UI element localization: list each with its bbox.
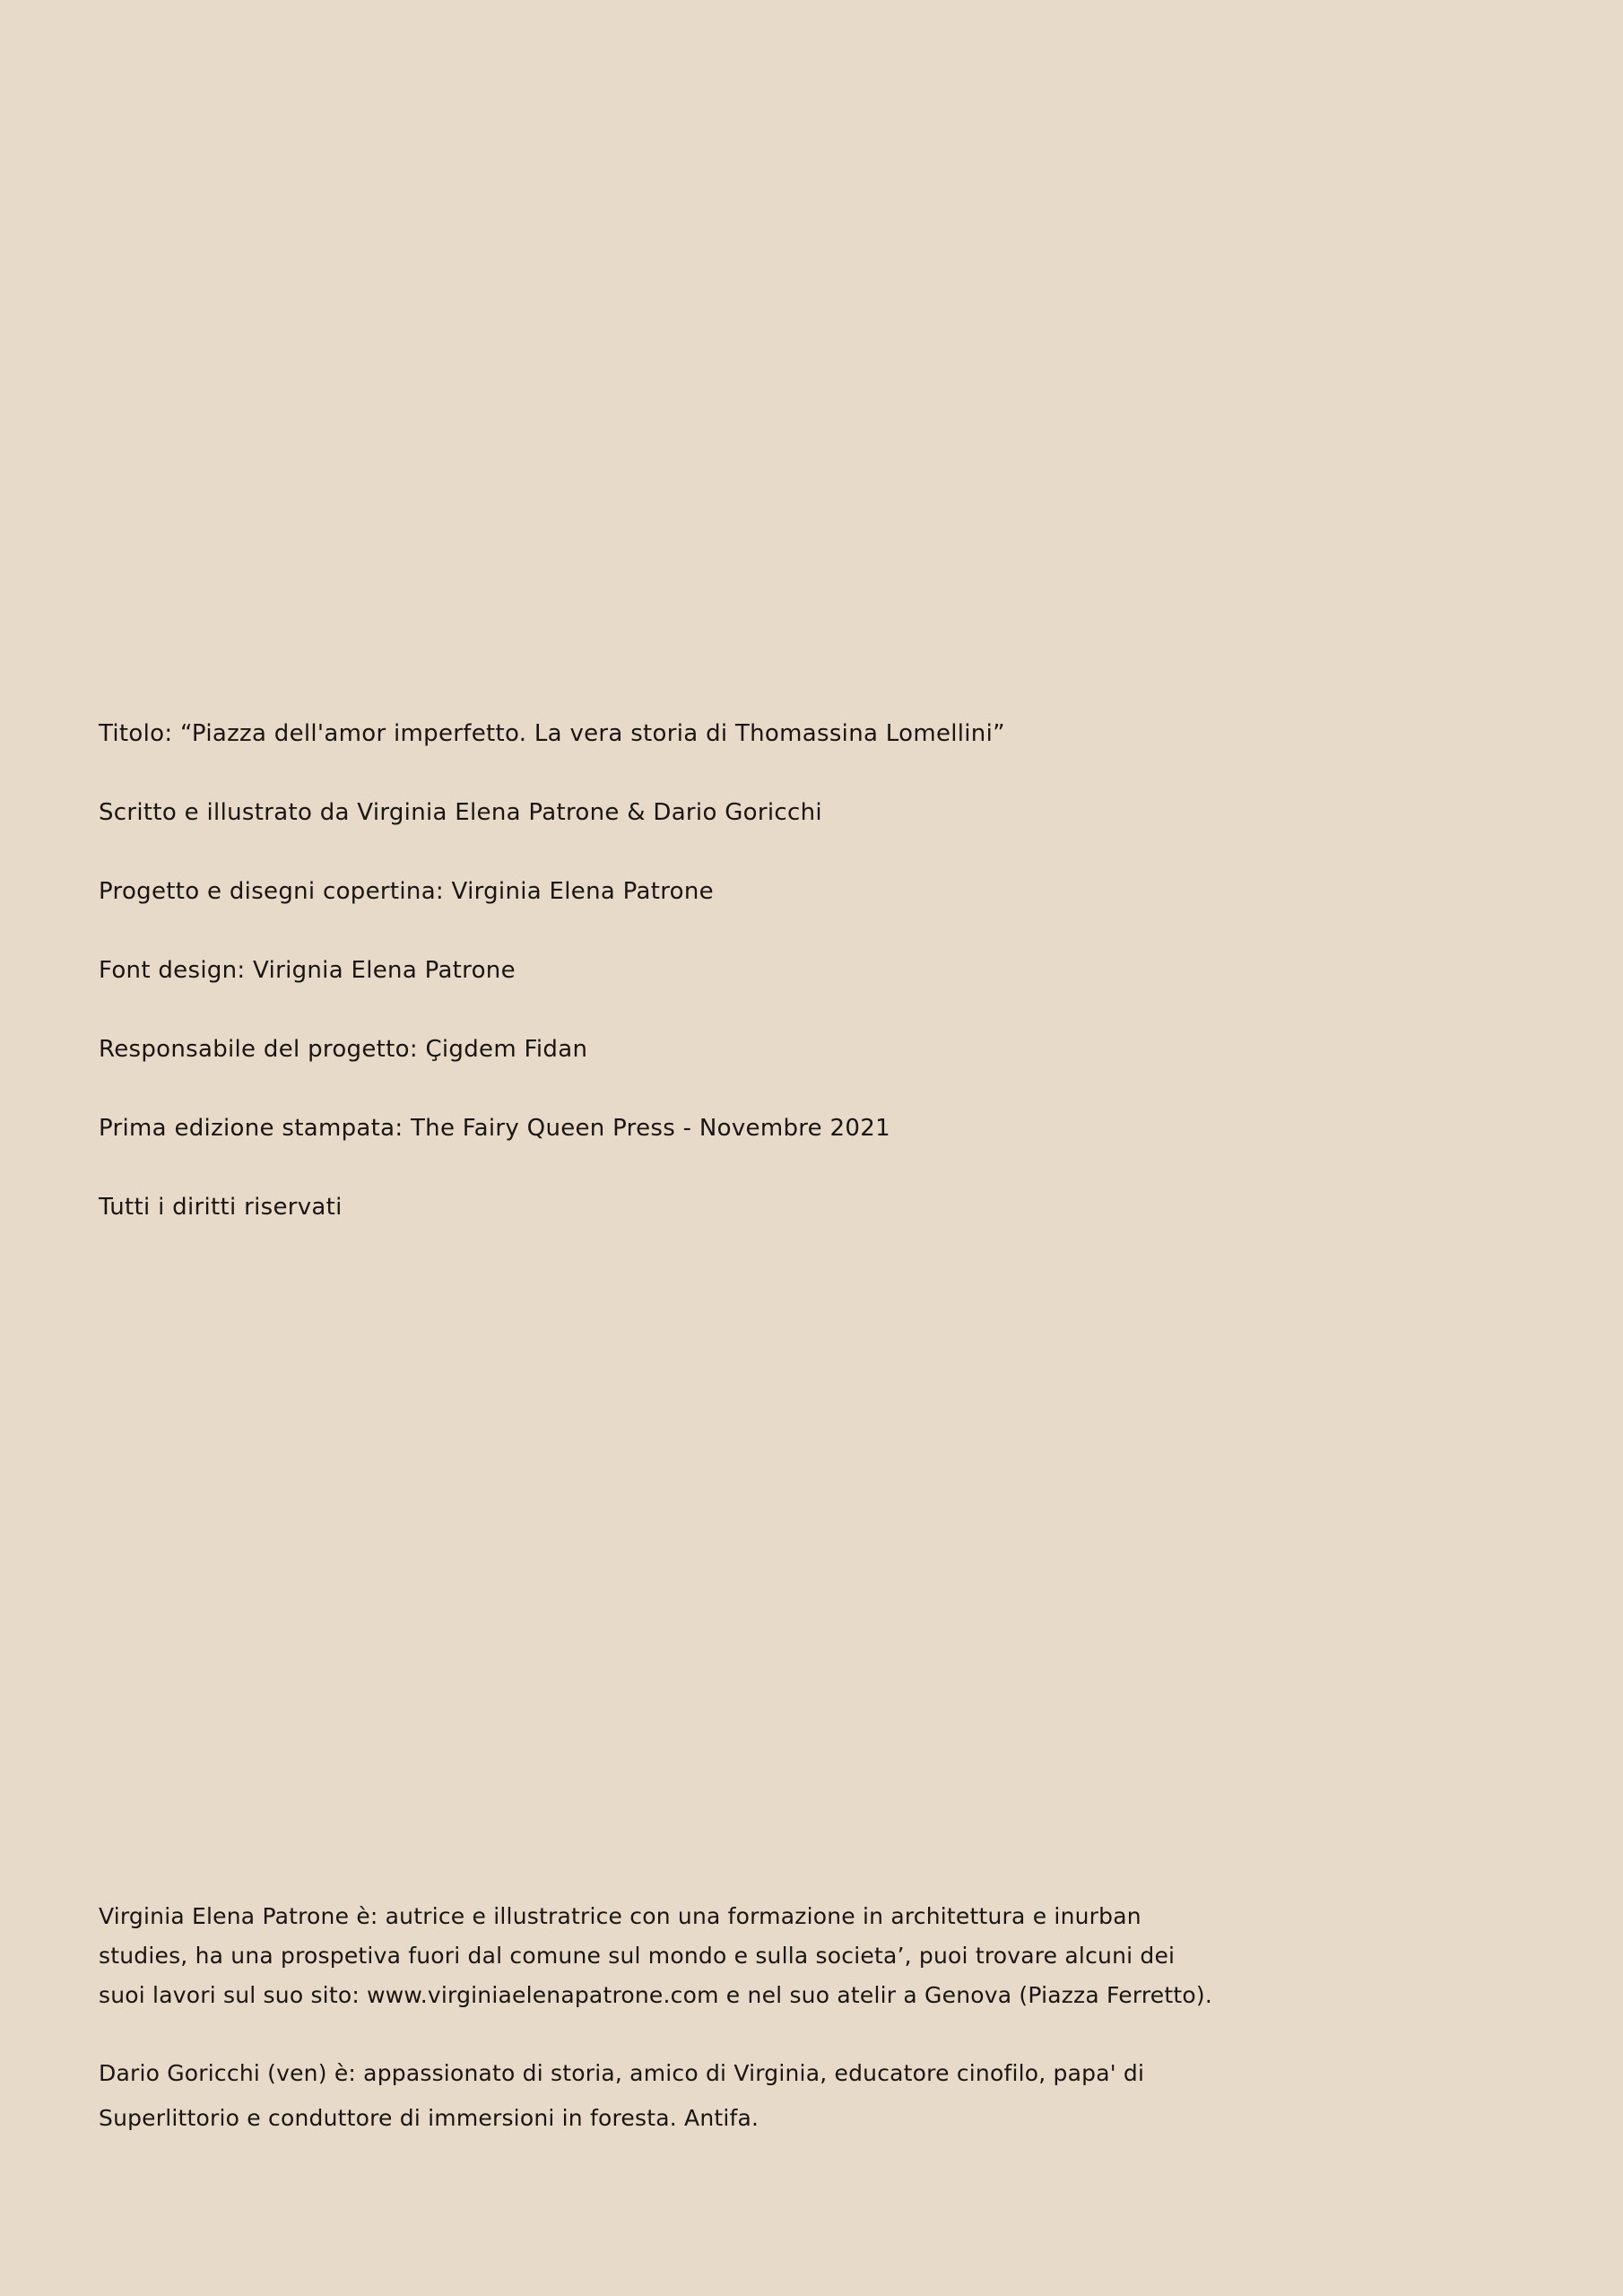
credit-font-design: Font design: Virignia Elena Patrone [99,957,516,984]
credit-title: Titolo: “Piazza dell'amor imperfetto. La vera storia di Thomassina Lomellini” [99,720,1005,747]
credit-cover-design: Progetto e disegni copertina: Virginia Elena Patrone [99,878,714,905]
credit-written-by: Scritto e illustrato da Virginia Elena Patrone & Dario Goricchi [99,799,822,826]
credit-project-manager: Responsabile del progetto: Çigdem Fidan [99,1036,588,1063]
bio-dario: Dario Goricchi (ven) è: appassionato di storia, amico di Virginia, educatore cinofilo, papa' di Superlittorio e conduttore di immersioni in foresta. Antifa. [99,2060,1145,2131]
credit-first-edition: Prima edizione stampata: The Fairy Queen Press - Novembre 2021 [99,1115,890,1142]
bio-virginia: Virginia Elena Patrone è: autrice e illustratrice con una formazione in architettura e inurban studies, ha una prospetiva fuori dal comune sul mondo e sulla societa’, puoi trovare alcuni dei suoi lavori sul suo sito: www.virginiaelenapatrone.com e nel suo atelir a Genova (Piazza Ferretto). [99,1903,1212,2008]
credit-rights: Tutti i diritti riservati [99,1194,343,1221]
colophon-credits [99,718,1444,1270]
author-bios [99,1897,1228,2177]
